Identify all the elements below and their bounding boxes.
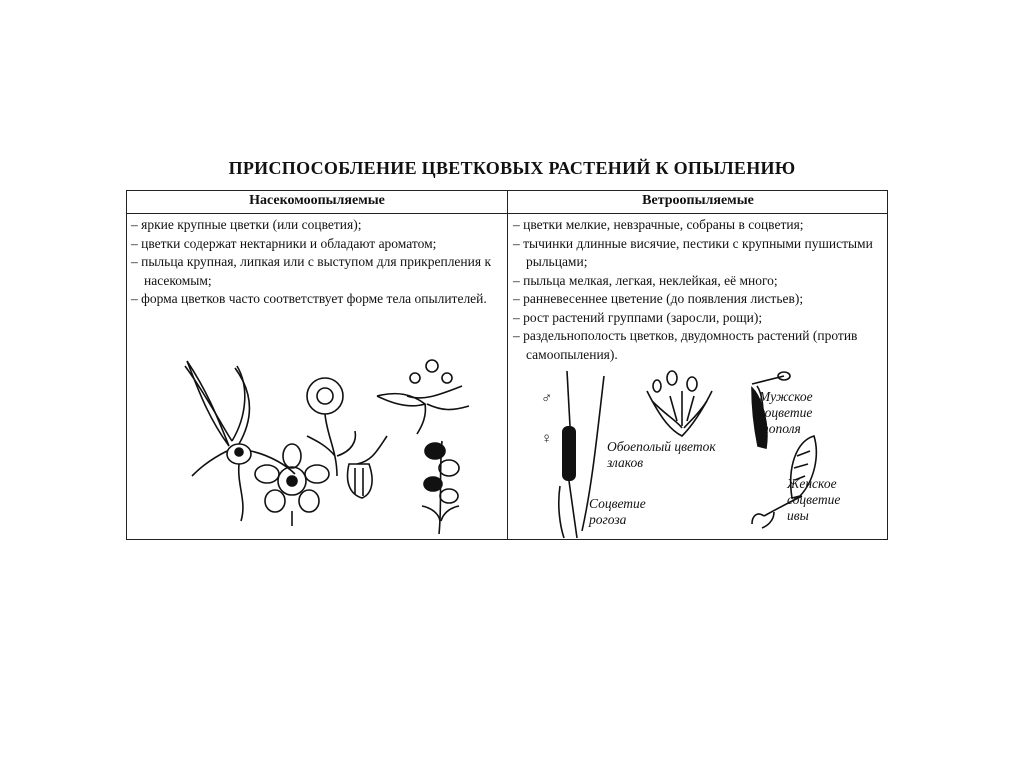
wind-features-list: [513, 216, 885, 364]
caption-poplar: Мужское соцветие тополя: [759, 389, 813, 436]
list-item: – цветки мелкие, невзрачные, собраны в соцветия;: [513, 217, 804, 232]
grass-flower-drawing: [647, 371, 712, 436]
round-flower-drawing: [307, 378, 355, 476]
header-insect-pollinated: Насекомоопыляемые: [249, 193, 385, 208]
insect-flowers-illustration: [177, 356, 487, 536]
female-symbol: ♀: [541, 431, 553, 447]
list-item: – раздельнополость цветков, двудомность растений (против самоопыления).: [513, 328, 858, 362]
list-item: – рост растений группами (заросли, рощи);: [513, 309, 763, 325]
list-item: – пыльца крупная, липкая или с выступом для прикрепления к насекомым;: [131, 254, 492, 288]
header-divider: [127, 213, 887, 214]
branch-flower-drawing: [377, 360, 469, 434]
insect-features-list: [131, 216, 503, 309]
caption-willow: Женское соцветие ивы: [787, 476, 841, 523]
list-item: – тычинки длинные висячие, пестики с крупными пушистыми рыльцами;: [513, 235, 873, 269]
lamium-drawing: [422, 441, 459, 534]
comparison-table: [126, 190, 888, 540]
caption-cattail: Соцветие рогоза: [589, 496, 646, 527]
male-symbol: ♂: [541, 391, 553, 407]
caption-grass-flower: Обоеполый цветок злаков: [607, 439, 716, 470]
list-item: – яркие крупные цветки (или соцветия);: [131, 217, 362, 232]
list-item: – форма цветков часто соответствует форме тела опылителей.: [131, 291, 487, 306]
header-wind-pollinated: Ветроопыляемые: [642, 193, 754, 208]
orchid-drawing: [185, 361, 295, 521]
list-item: – цветки содержат нектарники и обладают ароматом;: [131, 235, 437, 251]
column-divider: [507, 191, 508, 539]
list-item: – ранневесеннее цветение (до появления листьев);: [513, 291, 804, 306]
fritillary-drawing: [348, 436, 387, 498]
page-title: ПРИСПОСОБЛЕНИЕ ЦВЕТКОВЫХ РАСТЕНИЙ К ОПЫЛЕНИЮ: [228, 158, 796, 178]
list-item: – пыльца мелкая, легкая, неклейкая, её много;: [513, 272, 778, 288]
